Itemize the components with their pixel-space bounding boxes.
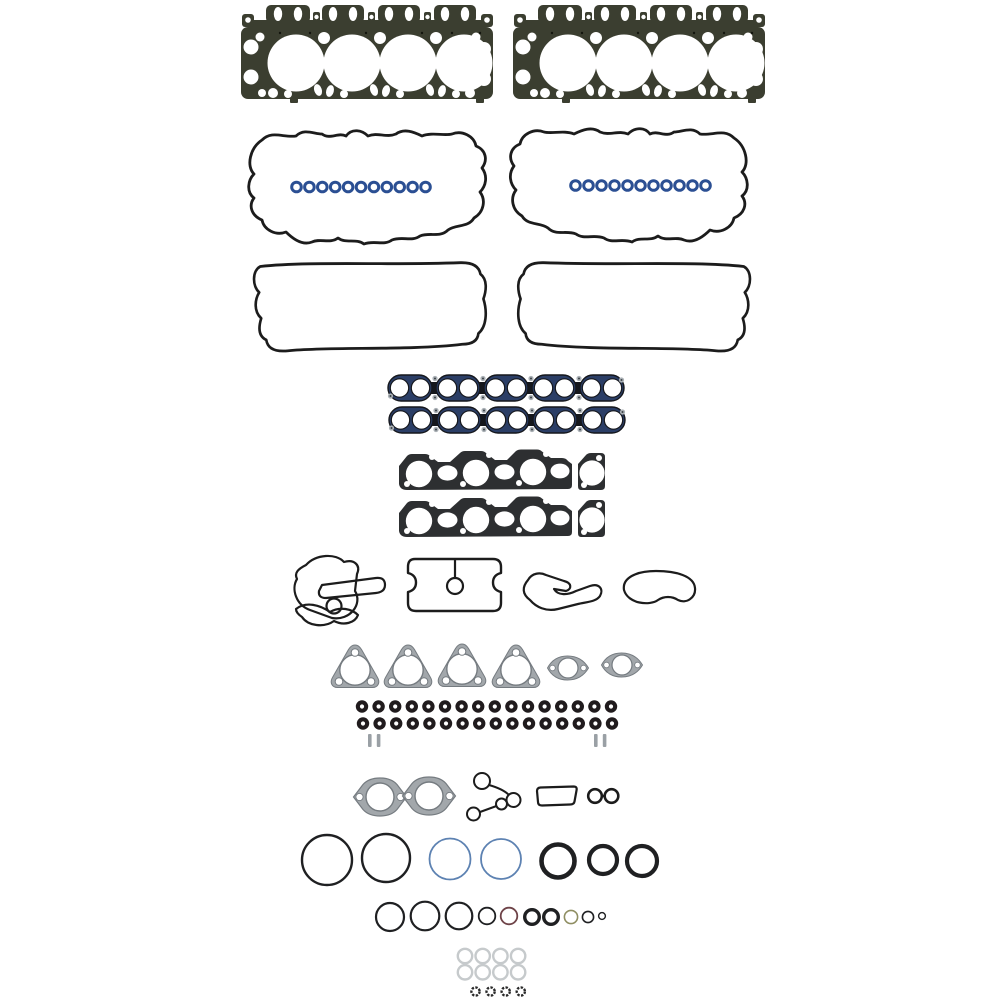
crimped-seal-ring [471, 987, 479, 995]
large-o-ring [430, 839, 471, 880]
valve-cover-bolt-seal [395, 182, 405, 192]
valve-cover-bolt-seal [408, 182, 418, 192]
twin-ring-gasket [588, 789, 618, 803]
valve-cover-bolt-seal [305, 182, 315, 192]
valve-stem-seal-hole [377, 704, 381, 708]
small-oval-flange-gasket-1 [548, 656, 589, 680]
valve-stem-seal-hole [527, 721, 531, 725]
small-o-ring [479, 908, 496, 925]
large-o-ring [481, 839, 521, 879]
valve-stem-seal-hole [526, 704, 530, 708]
crimped-seal-ring [502, 987, 510, 995]
sealing-washer [458, 949, 472, 963]
sealing-washer [458, 965, 472, 979]
large-oval-flange-gasket-2 [403, 777, 456, 815]
valve-stem-seal-hole [593, 721, 597, 725]
oval-cover-gasket [624, 571, 695, 603]
valve-cover-bolt-seal [597, 181, 607, 191]
head-gasket-left [241, 5, 493, 103]
exhaust-manifold-gasket-lower [399, 497, 605, 538]
valve-stem-seal-hole [610, 721, 614, 725]
valve-cover-bolt-seal [636, 181, 646, 191]
large-o-ring [627, 846, 657, 876]
valve-stem-seal-hole [360, 704, 364, 708]
sealing-washer-grid [458, 949, 526, 980]
valve-stem-seal-hole [393, 704, 397, 708]
valve-cover-bolt-seal [571, 181, 581, 191]
front-cover-gasket [408, 559, 501, 611]
dowel-pin [603, 734, 607, 747]
triangular-flange-gasket-3 [438, 644, 486, 687]
small-o-ring [376, 903, 404, 931]
sealing-washer [493, 949, 507, 963]
dowel-pins [368, 734, 606, 747]
valve-cover-bolt-seal [421, 182, 431, 192]
small-o-ring [411, 902, 440, 931]
sealing-washer [493, 965, 507, 979]
sealing-washer [476, 965, 490, 979]
oil-line-multi-ring-gasket [467, 773, 521, 821]
large-o-ring [362, 834, 410, 882]
small-o-ring [446, 903, 473, 930]
valve-cover-bolt-seals-right [571, 181, 711, 191]
small-o-ring [599, 913, 606, 920]
intake-manifold-gasket-lower [389, 407, 625, 433]
valve-cover-bolt-seal [688, 181, 698, 191]
valve-stem-seal-hole [609, 704, 613, 708]
valve-stem-seal-hole [476, 704, 480, 708]
valve-stem-seal-hole [477, 721, 481, 725]
valve-stem-seal-row-2 [357, 717, 618, 729]
water-passage-gasket [524, 573, 602, 609]
valve-cover-bolt-seal [369, 182, 379, 192]
small-oval-flange-gasket-2 [602, 653, 643, 677]
valve-stem-seal-hole [494, 721, 498, 725]
small-o-ring [525, 910, 540, 925]
large-o-ring-row [302, 834, 657, 885]
large-o-ring [589, 846, 617, 874]
valve-cover-bolt-seals-left [292, 182, 431, 192]
triangular-flange-gasket-2 [384, 645, 432, 688]
valve-stem-seal-hole [411, 721, 415, 725]
valve-stem-seal-hole [576, 704, 580, 708]
dowel-pin [594, 734, 598, 747]
valve-stem-seal-hole [410, 704, 414, 708]
intake-manifold-gasket-upper [388, 375, 624, 401]
valve-stem-seal-hole [444, 721, 448, 725]
lower-valve-cover-gasket-left [254, 263, 486, 351]
sealing-washer [511, 949, 525, 963]
crimped-seal-ring-row [471, 987, 525, 995]
thermostat-gasket [537, 787, 577, 806]
valve-stem-seal-hole [378, 721, 382, 725]
valve-cover-bolt-seal [662, 181, 672, 191]
crimped-seal-ring [517, 987, 525, 995]
triangular-flange-gasket-1 [331, 645, 379, 688]
valve-cover-bolt-seal [382, 182, 392, 192]
sealing-washer [511, 965, 525, 979]
valve-stem-seal-hole [426, 704, 430, 708]
oil-cooler-gasket [295, 556, 385, 625]
triangular-flange-gasket-4 [492, 645, 540, 688]
valve-cover-bolt-seal [649, 181, 659, 191]
small-o-ring [564, 910, 577, 923]
valve-stem-seal-hole [394, 721, 398, 725]
valve-cover-bolt-seal [701, 181, 711, 191]
valve-stem-seal-hole [543, 704, 547, 708]
large-o-ring [542, 845, 575, 878]
valve-stem-seal-hole [544, 721, 548, 725]
small-o-ring [501, 908, 518, 925]
valve-stem-seal-row-1 [356, 700, 617, 712]
small-o-ring [582, 911, 593, 922]
sealing-washer [476, 949, 490, 963]
valve-stem-seal-hole [461, 721, 465, 725]
valve-cover-bolt-seal [330, 182, 340, 192]
exhaust-manifold-gasket-upper [399, 450, 605, 491]
valve-stem-seal-hole [577, 721, 581, 725]
dowel-pin [377, 734, 381, 747]
valve-stem-seal-hole [443, 704, 447, 708]
head-gasket-right [513, 5, 765, 103]
large-o-ring [302, 835, 352, 885]
valve-stem-seal-hole [361, 721, 365, 725]
lower-valve-cover-gasket-right [518, 263, 750, 351]
valve-stem-seal-hole [559, 704, 563, 708]
valve-cover-bolt-seal [318, 182, 328, 192]
valve-stem-seal-hole [592, 704, 596, 708]
small-o-ring-row [376, 902, 605, 931]
valve-cover-bolt-seal [343, 182, 353, 192]
valve-cover-bolt-seal [675, 181, 685, 191]
valve-stem-seal-hole [510, 721, 514, 725]
valve-cover-bolt-seal [292, 182, 302, 192]
small-o-ring [544, 910, 559, 925]
valve-stem-seal-hole [493, 704, 497, 708]
valve-stem-seal-hole [509, 704, 513, 708]
valve-stem-seal-hole [427, 721, 431, 725]
valve-cover-bolt-seal [610, 181, 620, 191]
valve-stem-seal-hole [560, 721, 564, 725]
valve-cover-bolt-seal [356, 182, 366, 192]
valve-stem-seal-hole [460, 704, 464, 708]
crimped-seal-ring [487, 987, 495, 995]
large-oval-flange-gasket-1 [354, 778, 407, 816]
dowel-pin [368, 734, 372, 747]
valve-cover-bolt-seal [623, 181, 633, 191]
valve-cover-bolt-seal [584, 181, 594, 191]
